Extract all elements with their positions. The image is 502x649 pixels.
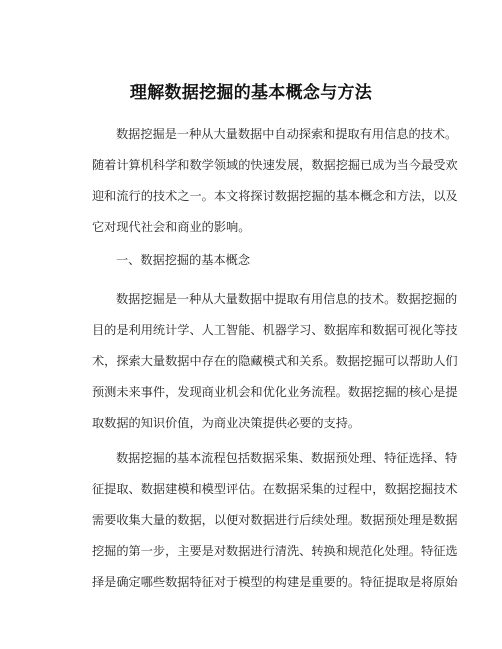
- section-heading: 一、数据挖掘的基本概念: [116, 253, 251, 267]
- paragraph-line: 需要收集大量的数据，以便对数据进行后续处理。数据预处理是数据: [92, 512, 458, 527]
- paragraph-intro: [92, 119, 458, 243]
- paragraph-process: [92, 443, 458, 598]
- paragraph-line: 数据挖掘是一种从大量数据中自动探索和提取有用信息的技术。: [116, 127, 458, 141]
- paragraph-line: 它对现代社会和商业的影响。: [92, 219, 251, 234]
- document-title: 理解数据挖掘的基本概念与方法: [129, 83, 373, 103]
- paragraph-line: 征提取、数据建模和模型评估。在数据采集的过程中，数据挖掘技术: [92, 481, 458, 496]
- paragraph-line: 挖掘的第一步，主要是对数据进行清洗、转换和规范化处理。特征选: [92, 543, 458, 558]
- paragraph-line: 择是确定哪些数据特征对于模型的构建是重要的。特征提取是将原始: [92, 574, 458, 589]
- paragraph-line: 术，探索大量数据中存在的隐藏模式和关系。数据挖掘可以帮助人们: [92, 353, 458, 368]
- paragraph-line: 目的是利用统计学、人工智能、机器学习、数据库和数据可视化等技: [92, 322, 458, 337]
- paragraph-line: 数据挖掘的基本流程包括数据采集、数据预处理、特征选择、特: [116, 451, 458, 465]
- paragraph-line: 随着计算机科学和数学领域的快速发展，数据挖掘已成为当今最受欢: [92, 157, 458, 172]
- paragraph-line: 预测未来事件，发现商业机会和优化业务流程。数据挖掘的核心是提: [92, 384, 458, 399]
- paragraph-line: 取数据的知识价值，为商业决策提供必要的支持。: [92, 415, 361, 430]
- paragraph-line: 数据挖掘是一种从大量数据中提取有用信息的技术。数据挖掘的: [116, 292, 458, 306]
- paragraph-line: 迎和流行的技术之一。本文将探讨数据挖掘的基本概念和方法，以及: [92, 188, 458, 203]
- paragraph-concept: [92, 284, 458, 439]
